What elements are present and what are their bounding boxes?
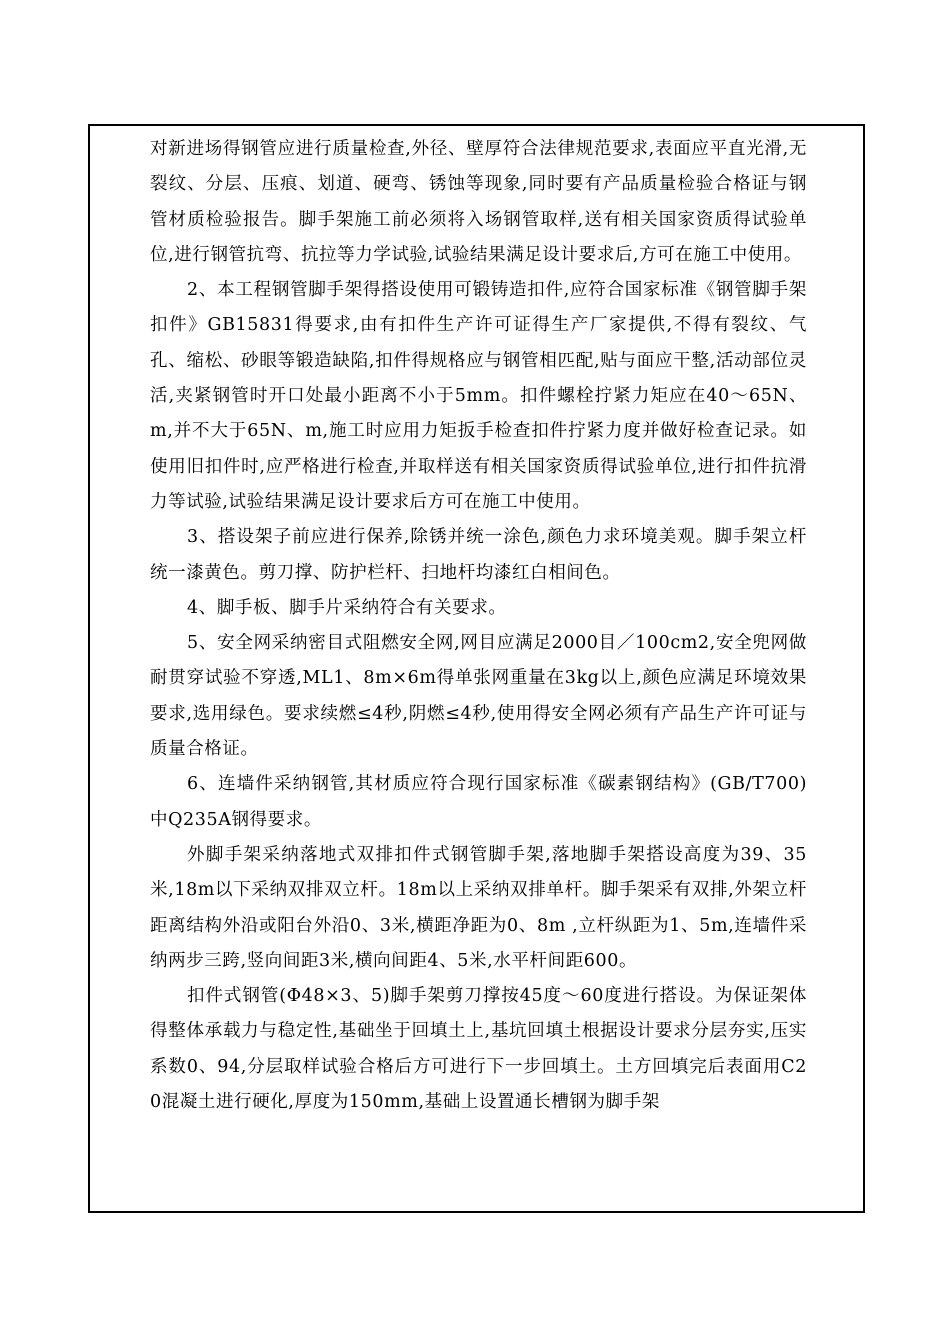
paragraph-scaffold-boards: 4、脚手板、脚手片采纳符合有关要求。 <box>187 597 507 618</box>
paragraph-painting: 3、搭设架子前应进行保养,除锈并统一涂色,颜色力求环境美观。脚手架立杆统一漆黄色。剪刀撑、防护栏杆、扫地杆均漆红白相间色。 <box>150 527 807 583</box>
paragraph-steel-pipe-inspection: 对新进场得钢管应进行质量检查,外径、壁厚符合法律规范要求,表面应平直光滑,无裂纹、分层、压痕、划道、硬弯、锈蚀等现象,同时要有产品质量检验合格证与钢管材质检验报告。脚手架施工前必须将入场钢管取样,送有相关国家资质得试验单位,进行钢管抗弯、抗拉等力学试验,试验结果满足设计要求后,方可在施工中使用。 <box>150 139 807 265</box>
document-body <box>150 132 807 1120</box>
paragraph-safety-net: 5、安全网采纳密目式阻燃安全网,网目应满足2000目／100cm2,安全兜网做耐贯穿试验不穿透,ML1、8m×6m得单张网重量在3kg以上,颜色应满足环境效果要求,选用绿色。要求续燃≤4秒,阴燃≤4秒,使用得安全网必须有产品生产许可证与质量合格证。 <box>150 633 807 760</box>
paragraph-external-scaffold: 外脚手架采纳落地式双排扣件式钢管脚手架,落地脚手架搭设高度为39、35米,18m以下采纳双排双立杆。18m以上采纳双排单杆。脚手架采有双排,外架立杆距离结构外沿或阳台外沿0、3米,横距净距为0、8m ,立杆纵距为1、5m,连墙件采纳两步三跨,竖向间距3米,横向间距4、5米,水平杆间距600。 <box>150 844 807 971</box>
document-frame <box>88 124 865 1213</box>
paragraph-wall-ties: 6、连墙件采纳钢管,其材质应符合现行国家标准《碳素钢结构》(GB/T700)中Q235A钢得要求。 <box>150 774 807 830</box>
paragraph-bracing-foundation: 扣件式钢管(Φ48×3、5)脚手架剪刀撑按45度～60度进行搭设。为保证架体得整体承载力与稳定性,基础坐于回填土上,基坑回填土根据设计要求分层夯实,压实系数0、94,分层取样试验合格后方可进行下一步回填土。土方回填完后表面用C20混凝土进行硬化,厚度为150mm,基础上设置通长槽钢为脚手架 <box>150 986 807 1113</box>
paragraph-fasteners: 2、本工程钢管脚手架得搭设使用可锻铸造扣件,应符合国家标准《钢管脚手架扣件》GB15831得要求,由有扣件生产许可证得生产厂家提供,不得有裂纹、气孔、缩松、砂眼等锻造缺陷,扣件得规格应与钢管相匹配,贴与面应干整,活动部位灵活,夹紧钢管时开口处最小距离不小于5mm。扣件螺栓拧紧力矩应在40～65N、m,并不大于65N、m,施工时应用力矩扳手检查扣件拧紧力度并做好检查记录。如使用旧扣件时,应严格进行检查,并取样送有相关国家资质得试验单位,进行扣件抗滑力等试验,试验结果满足设计要求后方可在施工中使用。 <box>150 280 807 512</box>
